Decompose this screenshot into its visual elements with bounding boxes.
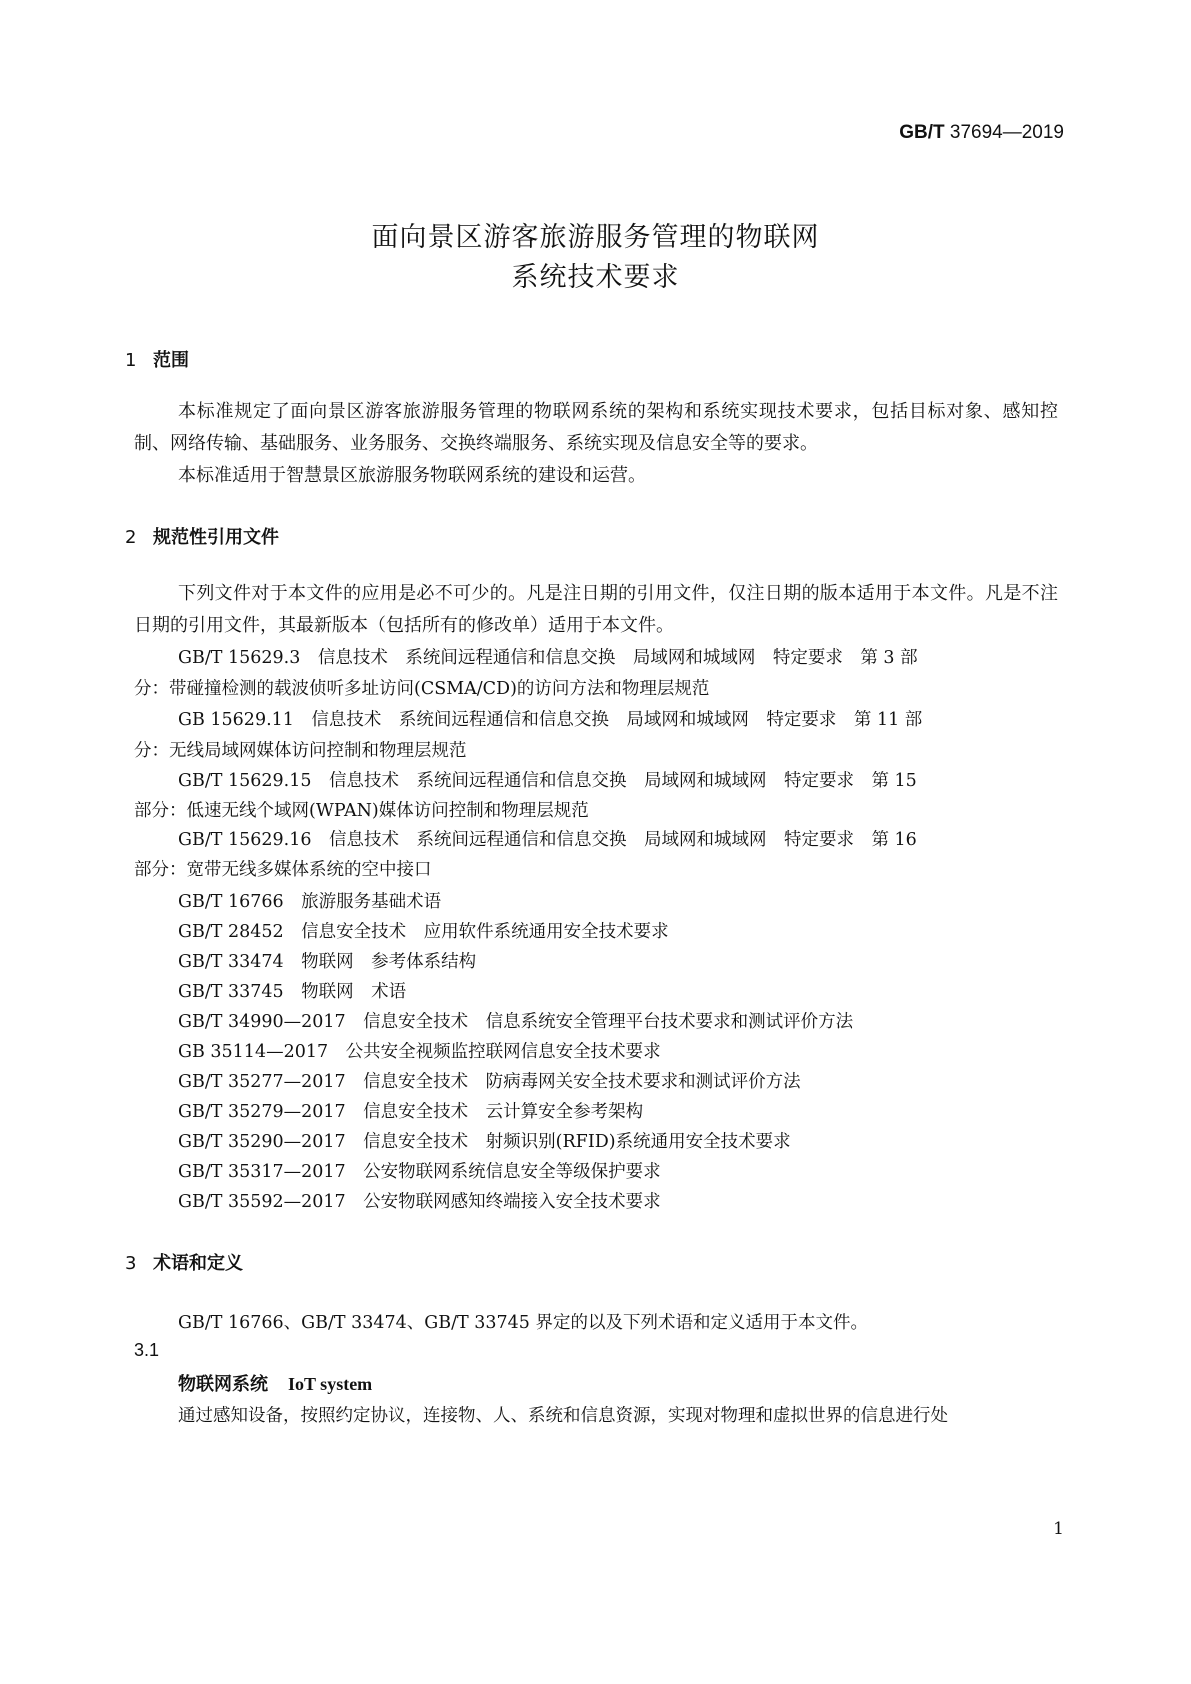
reference-wrapped-4-line2: 部分：宽带无线多媒体系统的空中接口: [134, 860, 432, 880]
reference-item: GB/T 35592—2017 公安物联网感知终端接入安全技术要求: [178, 1192, 661, 1212]
reference-wrapped-3-line1: GB/T 15629.15 信息技术 系统间远程通信和信息交换 局域网和城域网 特定要求 第 15: [178, 771, 917, 791]
section-1-paragraph-2: 本标准适用于智慧景区旅游服务物联网系统的建设和运营。: [178, 465, 646, 486]
reference-wrapped-2-line2: 分：无线局域网媒体访问控制和物理层规范: [134, 741, 467, 761]
reference-item: GB/T 16766 旅游服务基础术语: [178, 892, 442, 912]
reference-item: GB/T 33474 物联网 参考体系结构: [178, 952, 477, 972]
reference-item: GB/T 34990—2017 信息安全技术 信息系统安全管理平台技术要求和测试评价方法: [178, 1012, 854, 1032]
document-title-line1: 面向景区游客旅游服务管理的物联网: [371, 222, 820, 253]
section-1-heading: [125, 346, 189, 372]
standard-prefix: GB/T: [899, 122, 945, 143]
reference-item: GB/T 33745 物联网 术语: [178, 982, 407, 1002]
section-3-heading: [125, 1249, 243, 1275]
reference-item: GB/T 35290—2017 信息安全技术 射频识别(RFID)系统通用安全技术要求: [178, 1132, 791, 1152]
reference-item: GB/T 35279—2017 信息安全技术 云计算安全参考架构: [178, 1102, 644, 1122]
section-2-title: 规范性引用文件: [153, 527, 279, 548]
section-2-intro: 下列文件对于本文件的应用是必不可少的。凡是注日期的引用文件，仅注日期的版本适用于本文件。凡是不注日期的引用文件，其最新版本（包括所有的修改单）适用于本文件。: [134, 583, 1058, 636]
section-2-heading: [125, 523, 279, 549]
reference-item: GB/T 35317—2017 公安物联网系统信息安全等级保护要求: [178, 1162, 661, 1182]
term-english: IoT system: [288, 1374, 373, 1394]
term-number: 3.1: [134, 1340, 160, 1360]
reference-wrapped-1-line1: GB/T 15629.3 信息技术 系统间远程通信和信息交换 局域网和城域网 特定要求 第 3 部: [178, 648, 918, 668]
section-1-number: 1: [125, 350, 137, 371]
section-3-number: 3: [125, 1253, 137, 1274]
term-heading: [178, 1370, 372, 1396]
reference-item: GB/T 28452 信息安全技术 应用软件系统通用安全技术要求: [178, 922, 669, 942]
section-1-paragraph-1: 本标准规定了面向景区游客旅游服务管理的物联网系统的架构和系统实现技术要求，包括目标对象、感知控制、网络传输、基础服务、业务服务、交换终端服务、系统实现及信息安全等的要求。: [134, 401, 1058, 454]
page-number: 1: [1053, 1519, 1064, 1539]
reference-item: GB 35114—2017 公共安全视频监控联网信息安全技术要求: [178, 1042, 661, 1062]
term-definition: 通过感知设备，按照约定协议，连接物、人、系统和信息资源，实现对物理和虚拟世界的信息进行处: [178, 1406, 948, 1426]
term-chinese: 物联网系统: [178, 1374, 268, 1395]
section-2-number: 2: [125, 527, 137, 548]
reference-item: GB/T 35277—2017 信息安全技术 防病毒网关安全技术要求和测试评价方法: [178, 1072, 801, 1092]
section-3-title: 术语和定义: [153, 1253, 243, 1274]
section-3-intro: GB/T 16766、GB/T 33474、GB/T 33745 界定的以及下列术语和定义适用于本文件。: [178, 1313, 868, 1333]
reference-wrapped-3-line2: 部分：低速无线个域网(WPAN)媒体访问控制和物理层规范: [134, 801, 589, 821]
standard-number: [899, 122, 1064, 144]
standard-code: 37694—2019: [949, 122, 1064, 143]
section-1-title: 范围: [153, 350, 189, 371]
reference-wrapped-4-line1: GB/T 15629.16 信息技术 系统间远程通信和信息交换 局域网和城域网 特定要求 第 16: [178, 830, 917, 850]
reference-wrapped-2-line1: GB 15629.11 信息技术 系统间远程通信和信息交换 局域网和城域网 特定要求 第 11 部: [178, 710, 923, 730]
document-title-line2: 系统技术要求: [511, 262, 680, 293]
reference-wrapped-1-line2: 分：带碰撞检测的载波侦听多址访问(CSMA/CD)的访问方法和物理层规范: [134, 679, 710, 699]
